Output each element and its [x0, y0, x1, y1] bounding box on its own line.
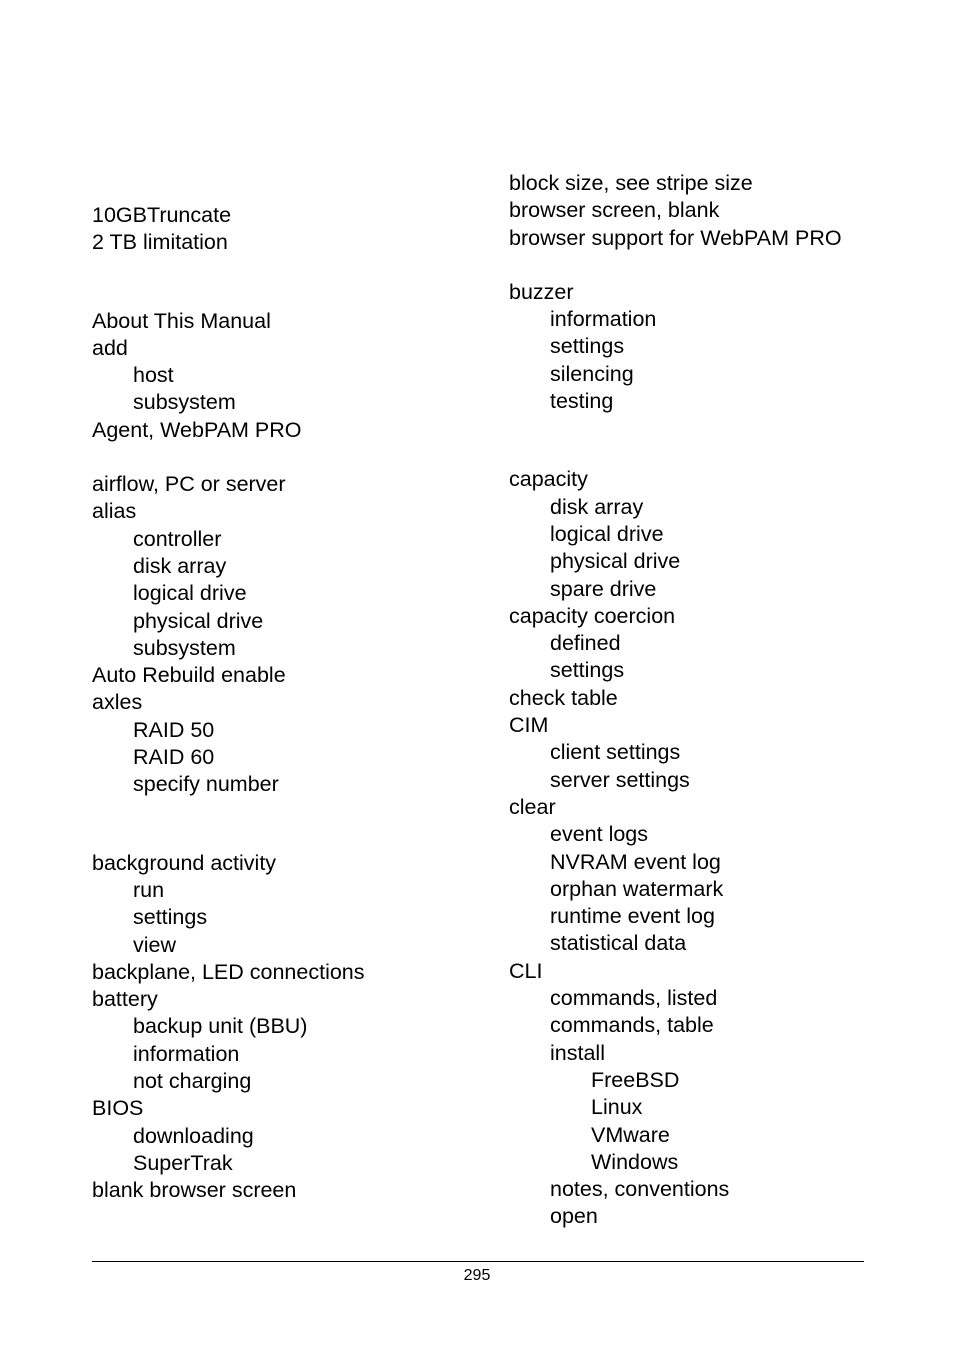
index-entry: alias [92, 499, 137, 524]
index-subentry: subsystem [133, 390, 236, 415]
index-gap [92, 444, 365, 471]
footer-divider [92, 1261, 864, 1262]
index-entry: Agent, WebPAM PRO [92, 417, 302, 442]
index-gap [92, 257, 365, 308]
index-column-right [509, 170, 842, 1231]
index-subentry: disk array [550, 494, 644, 519]
index-subentry: downloading [133, 1123, 254, 1148]
index-entry: clear [509, 794, 556, 819]
index-subentry: RAID 60 [133, 745, 215, 770]
page-number: 295 [463, 1267, 491, 1284]
index-entry: check table [509, 685, 618, 710]
index-subentry: server settings [550, 767, 690, 792]
index-entry: capacity coercion [509, 603, 676, 628]
index-subentry: specify number [133, 772, 279, 797]
index-subentry: view [133, 932, 177, 957]
index-entry: 2 TB limitation [92, 230, 228, 255]
index-entry: battery [92, 987, 158, 1012]
index-entry: background activity [92, 850, 277, 875]
index-subentry: FreeBSD [591, 1067, 680, 1092]
index-subentry: controller [133, 526, 222, 551]
index-subentry: NVRAM event log [550, 849, 721, 874]
index-subentry: information [550, 307, 657, 332]
index-entry: add [92, 335, 128, 360]
index-subentry: commands, table [550, 1013, 714, 1038]
index-gap [92, 799, 365, 850]
index-entry: capacity [509, 467, 588, 492]
index-entry: browser screen, blank [509, 198, 720, 223]
index-subentry: RAID 50 [133, 717, 215, 742]
index-entry: blank browser screen [92, 1178, 297, 1203]
index-subentry: orphan watermark [550, 876, 724, 901]
index-entry: airflow, PC or server [92, 472, 286, 497]
index-subentry: not charging [133, 1069, 252, 1094]
index-subentry: settings [133, 905, 208, 930]
index-subentry: host [133, 363, 174, 388]
index-subentry: runtime event log [550, 904, 715, 929]
index-subentry: defined [550, 631, 621, 656]
index-subentry: disk array [133, 553, 227, 578]
index-subentry: testing [550, 389, 614, 414]
index-subentry: Windows [591, 1149, 679, 1174]
index-entry: browser support for WebPAM PRO [509, 225, 842, 250]
index-subentry: VMware [591, 1122, 670, 1147]
index-gap [509, 415, 842, 466]
index-subentry: silencing [550, 361, 634, 386]
index-column-left [92, 202, 365, 1205]
index-subentry: notes, conventions [550, 1177, 730, 1202]
index-entry: backplane, LED connections [92, 959, 365, 984]
index-subentry: physical drive [550, 549, 681, 574]
index-entry: CIM [509, 713, 549, 738]
index-gap [509, 252, 842, 279]
index-entry: BIOS [92, 1096, 144, 1121]
index-subentry: physical drive [133, 608, 264, 633]
index-subentry: subsystem [133, 635, 236, 660]
index-subentry: logical drive [550, 521, 664, 546]
index-subentry: statistical data [550, 931, 687, 956]
index-subentry: install [550, 1040, 605, 1065]
index-subentry: Linux [591, 1095, 643, 1120]
index-subentry: settings [550, 334, 625, 359]
index-entry: block size, see stripe size [509, 171, 753, 195]
index-entry: CLI [509, 958, 543, 983]
index-subentry: client settings [550, 740, 681, 765]
index-subentry: run [133, 877, 165, 902]
index-entry: 10GBTruncate [92, 203, 232, 227]
index-entry: About This Manual [92, 308, 271, 333]
index-entry: Auto Rebuild enable [92, 663, 286, 688]
index-subentry: information [133, 1041, 240, 1066]
index-entry: buzzer [509, 279, 574, 304]
index-subentry: event logs [550, 822, 649, 847]
index-subentry: logical drive [133, 581, 247, 606]
index-subentry: backup unit (BBU) [133, 1014, 308, 1039]
index-subentry: SuperTrak [133, 1150, 233, 1175]
index-subentry: commands, listed [550, 986, 718, 1011]
index-entry: axles [92, 690, 143, 715]
index-subentry: open [550, 1204, 598, 1229]
index-subentry: settings [550, 658, 625, 683]
index-subentry: spare drive [550, 576, 657, 601]
